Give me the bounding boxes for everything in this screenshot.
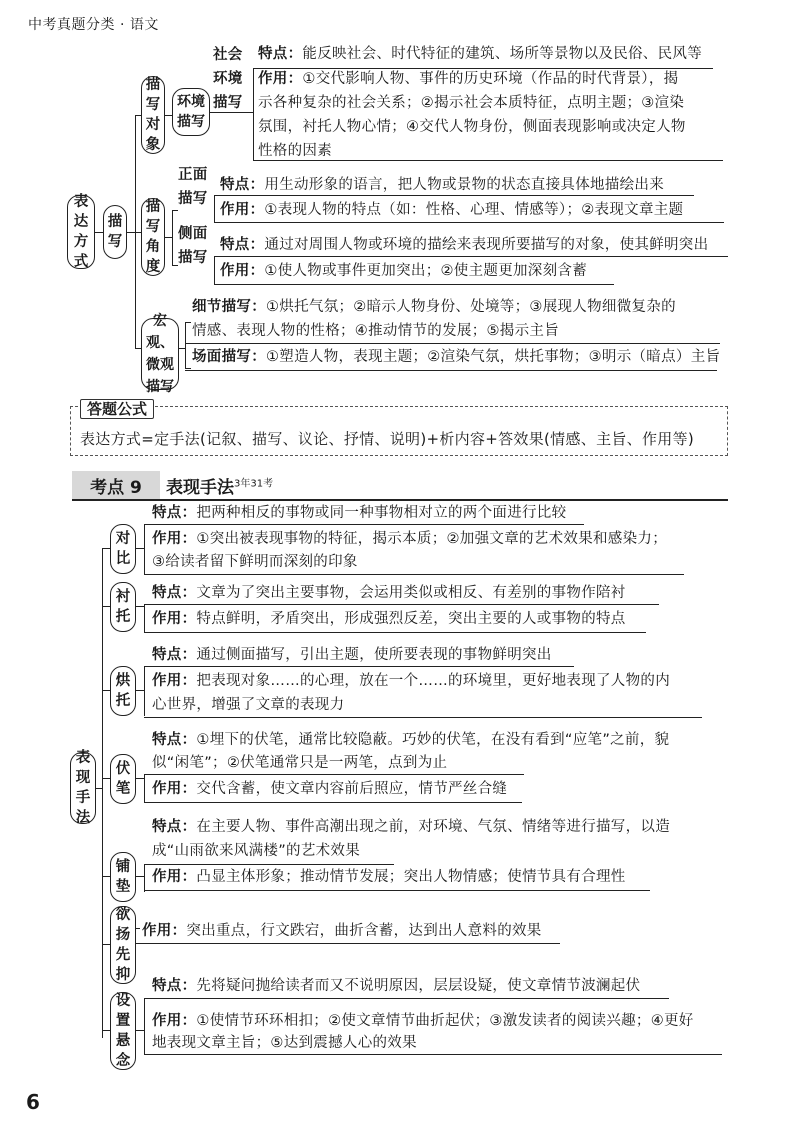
technique-hongtuo: 烘托 [110, 666, 136, 716]
formula-title: 答题公式 [80, 399, 154, 419]
page-header-title: 中考真题分类 · 语文 [28, 17, 159, 33]
kaodian-title: 表现手法$^{3年31考}$ [166, 478, 274, 498]
zhengmian-zy: ①表现人物的特点（如：性格、心理、情感等）；②表现文章主题 [264, 202, 684, 218]
hongguan-node: 宏观、微观描写 [141, 318, 179, 390]
miaoxie-node: 描写 [103, 205, 127, 259]
technique-pudian: 铺垫 [110, 852, 136, 902]
technique-fubi: 伏笔 [110, 754, 136, 804]
technique-duibi: 对比 [110, 524, 136, 574]
changmian-text: ①塑造人物，表现主题；②渲染气氛，烘托事物；③明示（暗点）主旨 [266, 349, 721, 365]
duixiang-node: 描写对象 [141, 76, 165, 154]
huanjing-node: 环境描写 [172, 88, 210, 136]
jiaodu-node: 描写角度 [141, 198, 165, 276]
zhengmian-label: 正面描写 [178, 167, 208, 207]
technique-yuyangxianyi: 欲扬先抑 [110, 906, 136, 984]
shehui-label: 社会环境描写 [213, 47, 243, 111]
formula-text: 表达方式=定手法(记叙、描写、议论、抒情、说明)+析内容+答效果(情感、主旨、作用等) [80, 430, 695, 448]
technique-root-node: 表现手法 [70, 752, 96, 824]
cemian-label: 侧面描写 [178, 226, 208, 266]
xijie-text: ①烘托气氛；②暗示人物身份、处境等；③展现人物细微复杂的 [266, 299, 676, 315]
shehui-te: 能反映社会、时代特征的建筑、场所等景物以及民俗、民风等 [302, 46, 703, 62]
cemian-zy: ①使人物或事件更加突出；②使主题更加深刻含蓄 [264, 263, 588, 279]
zhengmian-te: 用生动形象的语言，把人物或景物的状态直接具体地描绘出来 [264, 177, 665, 193]
page-number: 6 [26, 1090, 40, 1114]
kaodian-badge: 考点 9 [72, 471, 160, 499]
technique-chentuo: 衬托 [110, 582, 136, 632]
root-node: 表达方式 [67, 195, 95, 269]
technique-shezhixuannian: 设置悬念 [110, 992, 136, 1070]
cemian-te: 通过对周围人物或环境的描绘来表现所要描写的对象，使其鲜明突出 [264, 237, 709, 253]
